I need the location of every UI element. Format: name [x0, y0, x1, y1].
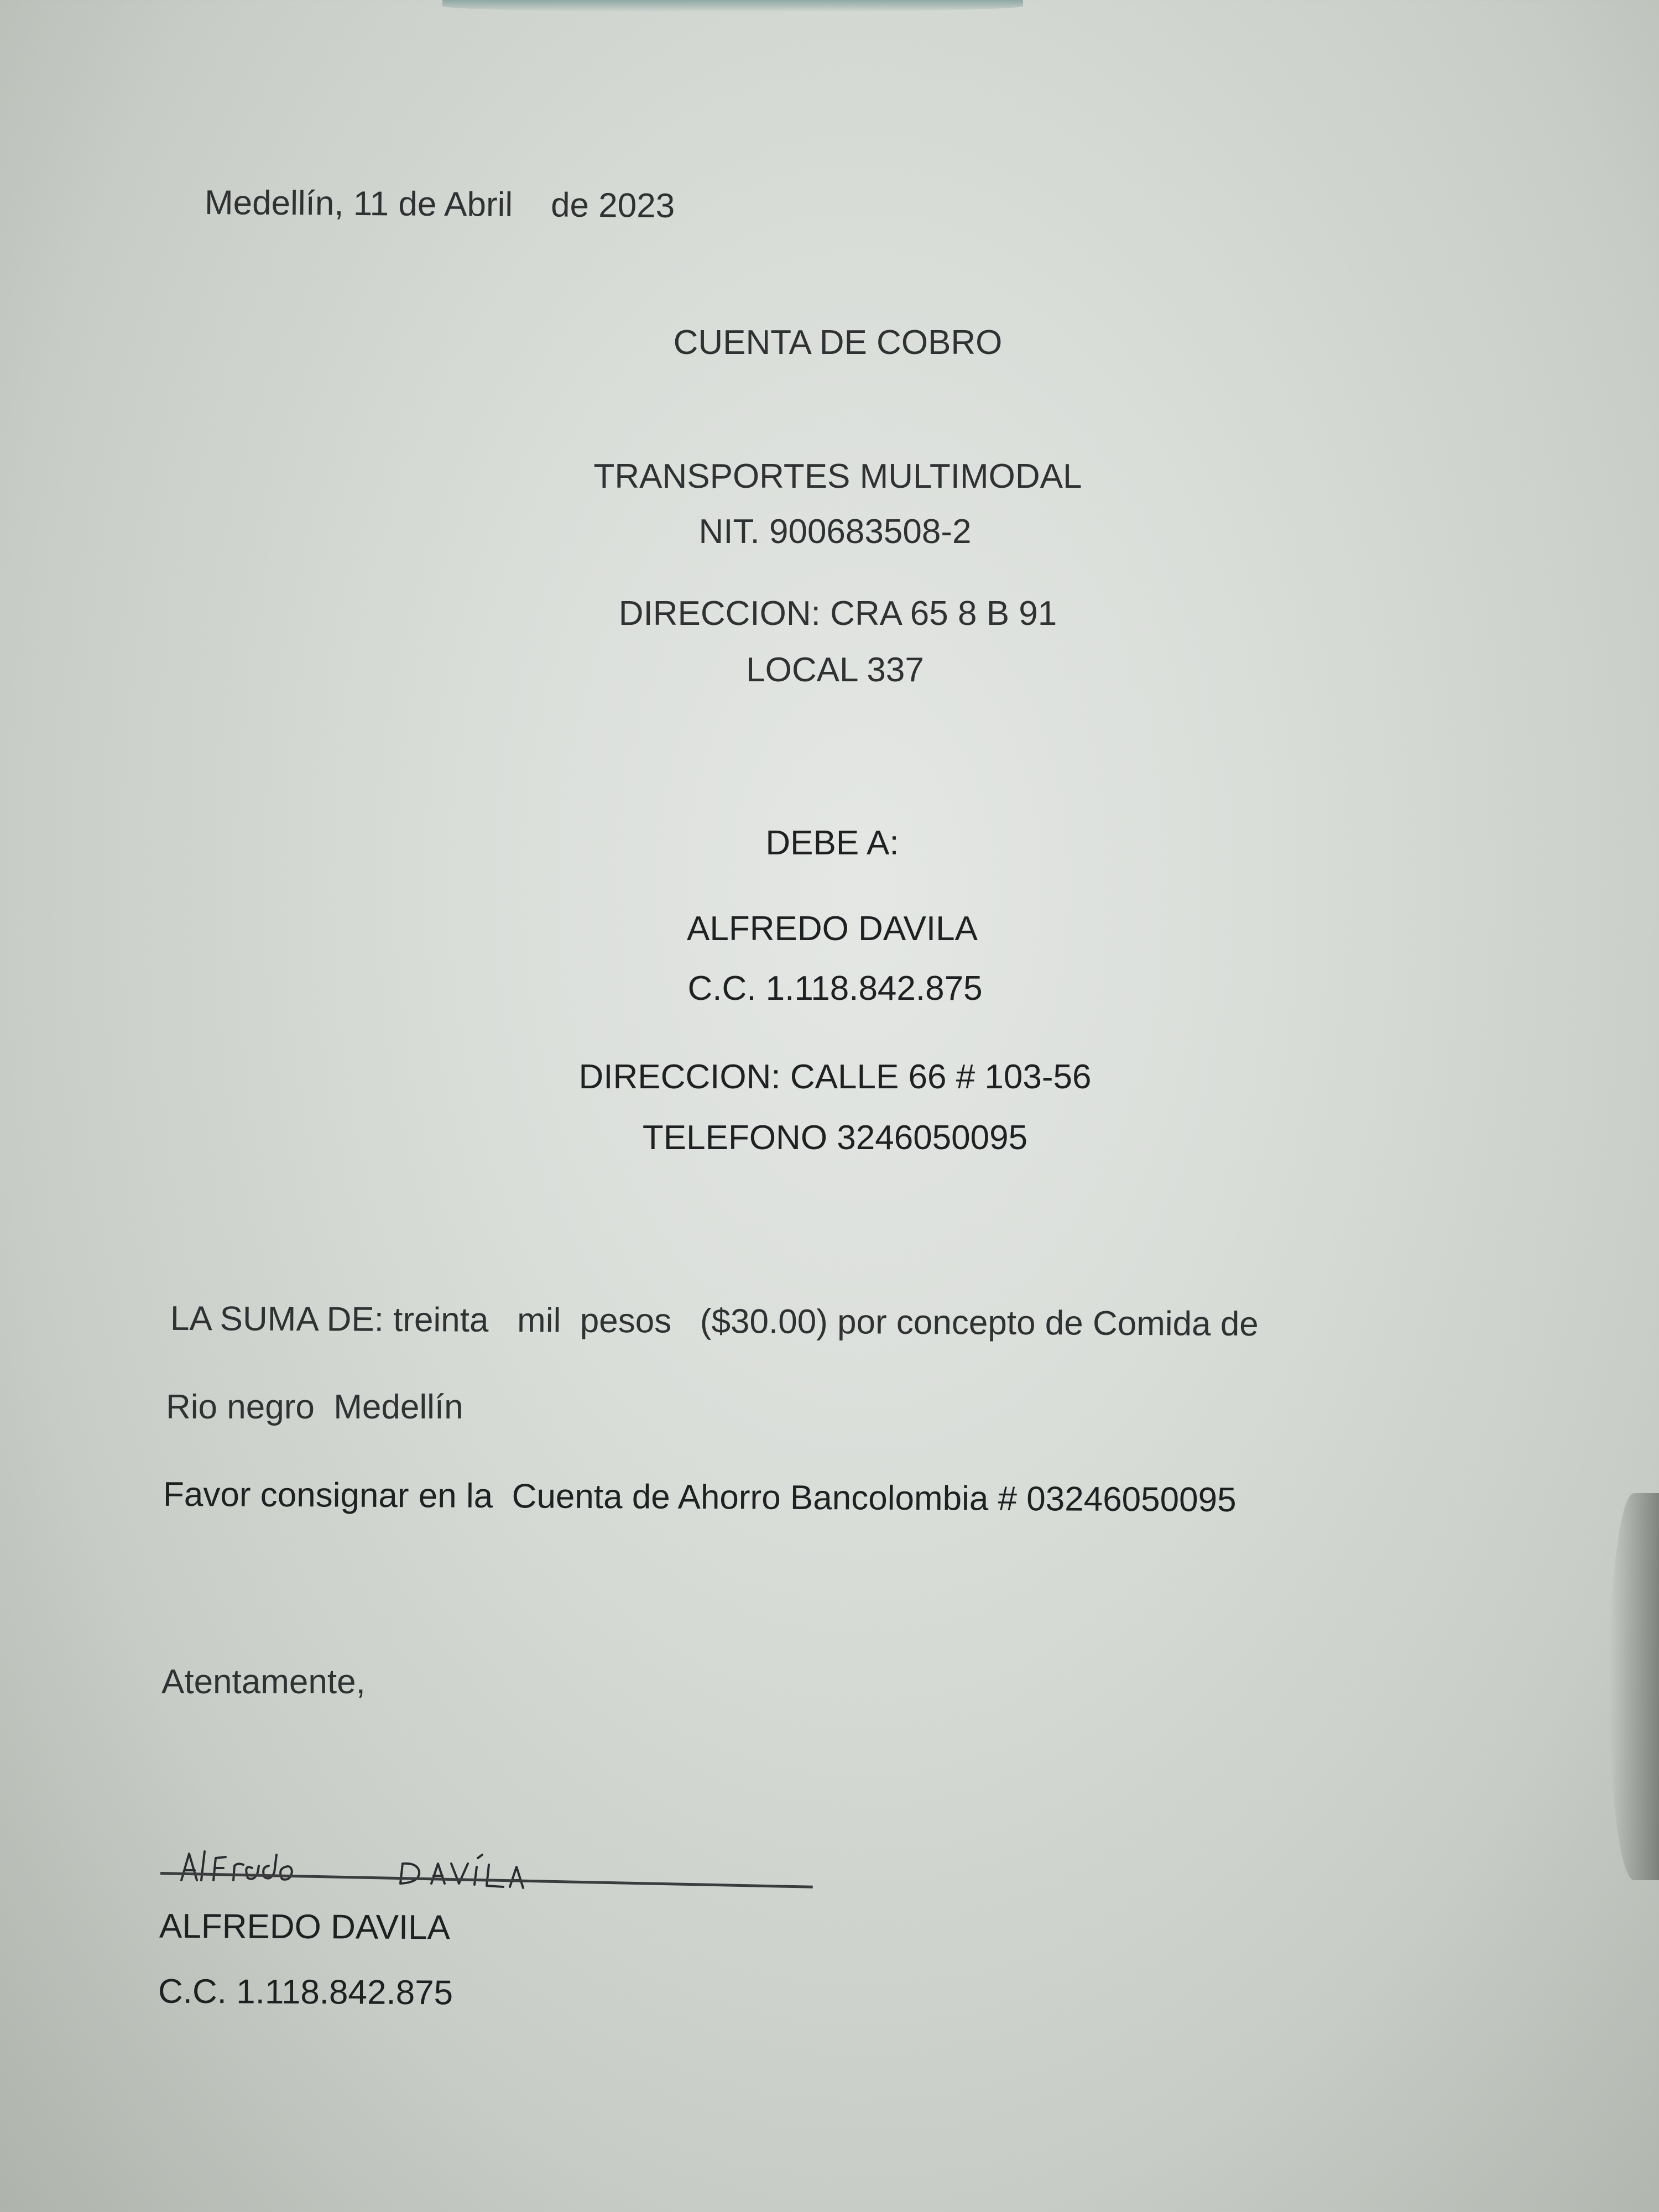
document-title: CUENTA DE COBRO	[673, 324, 1003, 362]
signer-name: ALFREDO DAVILA	[159, 1907, 451, 1947]
debtor-company: TRANSPORTES MULTIMODAL	[593, 457, 1082, 495]
debtor-nit: NIT. 900683508-2	[698, 513, 972, 551]
creditor-id: C.C. 1.118.842.875	[687, 969, 983, 1008]
creditor-address: DIRECCION: CALLE 66 # 103-56	[578, 1058, 1092, 1096]
amount-line-continued: Rio negro Medellín	[166, 1388, 463, 1426]
handwritten-signature	[160, 1841, 547, 1891]
document-date: Medellín, 11 de Abril de 2023	[204, 184, 675, 225]
amount-line: LA SUMA DE: treinta mil pesos ($30.00) por concepto de Comida de	[170, 1299, 1259, 1344]
payment-instructions: Favor consignar en la Cuenta de Ahorro Bancolombia # 03246050095	[163, 1475, 1237, 1520]
closing-salutation: Atentamente,	[161, 1663, 366, 1701]
signer-id: C.C. 1.118.842.875	[158, 1972, 453, 2012]
creditor-heading: DEBE A:	[765, 824, 899, 862]
debtor-local: LOCAL 337	[746, 651, 924, 689]
creditor-name: ALFREDO DAVILA	[686, 910, 978, 948]
creditor-phone: TELEFONO 3246050095	[642, 1119, 1028, 1157]
debtor-address: DIRECCION: CRA 65 8 B 91	[618, 594, 1057, 633]
